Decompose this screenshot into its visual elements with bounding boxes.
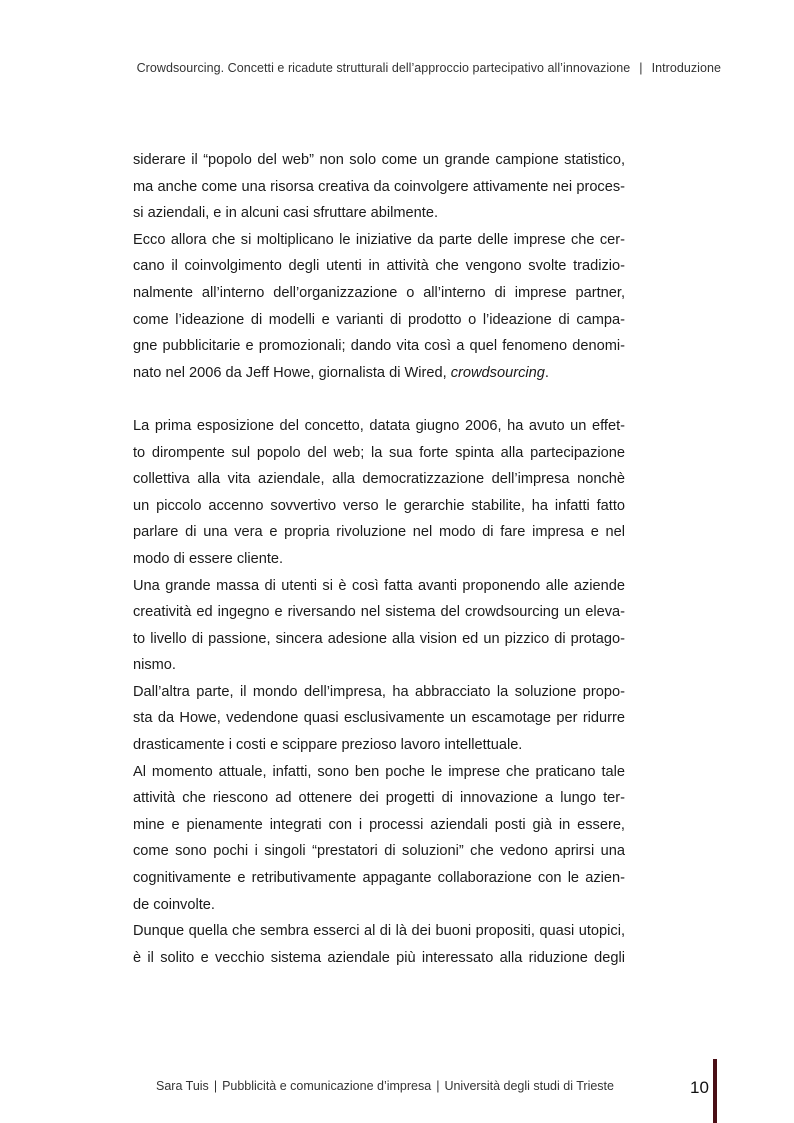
text-line: mine e pienamente integrati con i processi aziendali posti già in essere, (133, 816, 625, 833)
header-section: Introduzione (651, 61, 721, 75)
body-text (133, 147, 625, 971)
footer-separator: | (436, 1079, 440, 1093)
footer-course: Pubblicità e comunicazione d’impresa (222, 1079, 432, 1093)
running-header (137, 61, 721, 75)
text-line: to dirompente sul popolo del web; la sua forte spinta alla partecipazione (133, 444, 625, 461)
header-separator: | (639, 61, 643, 75)
text-line: sta da Howe, vedendone quasi esclusivamente un escamotage per ridurre (133, 710, 625, 727)
text-line: cognitivamente e retributivamente appagante collaborazione con le azien- (133, 870, 625, 887)
footer-university: Università degli studi di Trieste (444, 1079, 614, 1093)
footer-author: Sara Tuis (156, 1079, 209, 1093)
header-title: Crowdsourcing. Concetti e ricadute strutturali dell’approccio partecipativo all’innovazione (136, 61, 631, 75)
text-line-with-emphasis (133, 360, 625, 387)
page-footer (156, 1079, 614, 1093)
paragraph-gap (133, 386, 625, 413)
text-line: come l’ideazione di modelli e varianti di prodotto o l’ideazione di campa- (133, 311, 625, 328)
text-line: gne pubblicitarie e promozionali; dando vita così a quel fenomeno denomi- (133, 338, 625, 355)
page-accent-bar (713, 1059, 717, 1123)
text-line: drasticamente i costi e scippare prezioso lavoro intellettuale. (133, 737, 523, 754)
text-line: Dunque quella che sembra esserci al di là dei buoni propositi, quasi utopici, (133, 923, 625, 940)
text-line: ma anche come una risorsa creativa da coinvolgere attivamente nei proces- (133, 178, 625, 195)
text-line: parlare di una vera e propria rivoluzione nel modo di fare impresa e nel (133, 524, 625, 541)
emphasis-term: crowdsourcing (450, 364, 545, 381)
footer-separator: | (213, 1079, 218, 1093)
text-line: un piccolo accenno sovvertivo verso le gerarchie stabilite, ha infatti fatto (133, 497, 625, 514)
text-line: La prima esposizione del concetto, datata giugno 2006, ha avuto un effet- (133, 417, 625, 434)
text-line: siderare il “popolo del web” non solo come un grande campione statistico, (133, 152, 625, 168)
text-line: nalmente all’interno dell’organizzazione o all’interno di imprese partner, (133, 284, 625, 301)
text-line: modo di essere cliente. (133, 550, 284, 567)
text-line: nismo. (133, 657, 176, 674)
text-line: come sono pochi i singoli “prestatori di soluzioni” che vedono aprirsi una (133, 843, 625, 860)
text-line: Al momento attuale, infatti, sono ben poche le imprese che praticano tale (133, 763, 625, 780)
text-line: si aziendali, e in alcuni casi sfruttare abilmente. (133, 205, 439, 222)
page-number: 10 (690, 1078, 709, 1097)
text-run: nato nel 2006 da Jeff Howe, giornalista di Wired, (133, 364, 447, 381)
text-line: cano il coinvolgimento degli utenti in attività che vengono svolte tradizio- (133, 258, 625, 275)
text-line: attività che riescono ad ottenere dei progetti di innovazione a lungo ter- (133, 790, 625, 807)
text-run: . (544, 364, 549, 381)
text-line: è il solito e vecchio sistema aziendale più interessato alla riduzione degli (133, 949, 625, 966)
text-line: to livello di passione, sincera adesione alla vision ed un pizzico di protago- (133, 630, 625, 647)
text-line: creatività ed ingegno e riversando nel sistema del crowdsourcing un eleva- (133, 604, 625, 621)
text-line: de coinvolte. (133, 896, 215, 913)
text-line: Ecco allora che si moltiplicano le iniziative da parte delle imprese che cer- (133, 231, 625, 248)
text-line: Dall’altra parte, il mondo dell’impresa, ha abbracciato la soluzione propo- (133, 683, 625, 700)
text-line: collettiva alla vita aziendale, alla democratizzazione dell’impresa nonchè (133, 471, 625, 488)
text-line: Una grande massa di utenti si è così fatta avanti proponendo alle aziende (133, 577, 625, 594)
